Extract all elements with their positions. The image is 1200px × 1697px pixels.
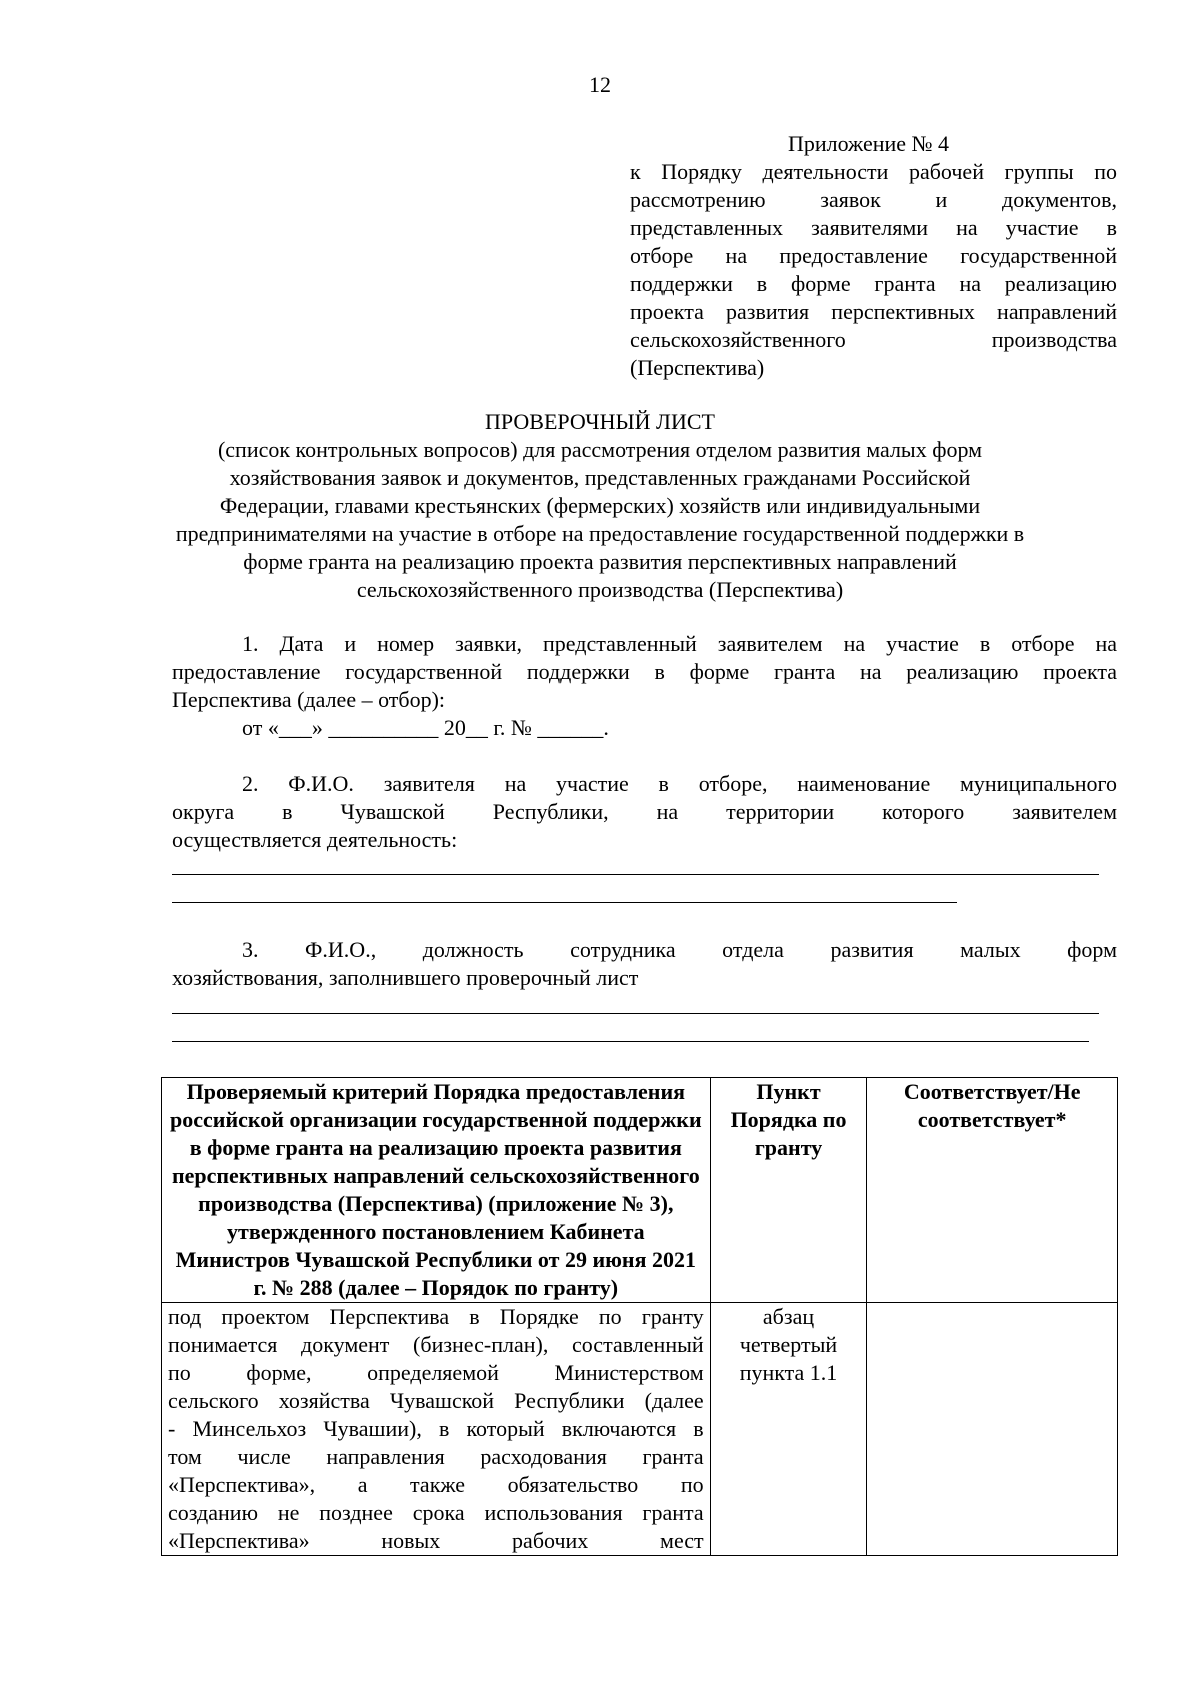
appendix-line: поддержки в форме гранта на реализацию (630, 271, 1117, 296)
criterion-line: понимается документ (бизнес-план), составленный (168, 1332, 704, 1357)
item-3-line: хозяйствования, заполнившего проверочный лист (172, 965, 639, 990)
criterion-line: том числе направления расходования гранта (168, 1444, 704, 1469)
criterion-line: «Перспектива», а также обязательство по (168, 1472, 704, 1497)
item-2-line: 2. Ф.И.О. заявителя на участие в отборе, наименование муниципального (242, 771, 1117, 796)
table-header-row (162, 1078, 1118, 1303)
appendix-line: к Порядку деятельности рабочей группы по (630, 159, 1117, 184)
item-1-line: 1. Дата и номер заявки, представленный заявителем на участие в отборе на (242, 631, 1117, 656)
subtitle-line: хозяйствования заявок и документов, представленных гражданами Российской (229, 465, 971, 490)
status-cell[interactable] (867, 1303, 1118, 1556)
item-3 (172, 936, 1117, 992)
appendix-line: представленных заявителями на участие в (630, 215, 1117, 240)
subtitle-line: форме гранта на реализацию проекта развития перспективных направлений (243, 549, 957, 574)
appendix-line: отборе на предоставление государственной (630, 243, 1117, 268)
item-1 (172, 630, 1117, 742)
criterion-line: под проектом Перспектива в Порядке по гранту (168, 1304, 704, 1329)
clause-cell: абзац четвертый пункта 1.1 (710, 1303, 867, 1556)
fill-line (172, 1041, 1089, 1042)
item-2-line: осуществляется деятельность: (172, 827, 458, 852)
fill-line (172, 874, 1099, 875)
appendix-line: проекта развития перспективных направлений (630, 299, 1117, 324)
item-3-line: 3. Ф.И.О., должность сотрудника отдела развития малых форм (242, 937, 1117, 962)
header-status: Соответствует/Не соответствует* (867, 1078, 1118, 1303)
page-number: 12 (589, 72, 611, 97)
item-1-line: Перспектива (далее – отбор): (172, 687, 446, 712)
subtitle-line: (список контрольных вопросов) для рассмотрения отделом развития малых форм (217, 437, 983, 462)
fill-line (172, 1013, 1099, 1014)
item-2-line: округа в Чувашской Республики, на территории которого заявителем (172, 799, 1117, 824)
item-1-line: предоставление государственной поддержки в форме гранта на реализацию проекта (172, 659, 1117, 684)
table-row (162, 1303, 1118, 1556)
header-clause: Пункт Порядка по гранту (710, 1078, 867, 1303)
criterion-cell (162, 1303, 711, 1556)
item-2 (172, 770, 1117, 854)
appendix-reference (630, 158, 1117, 382)
subtitle-line: сельскохозяйственного производства (Перспектива) (356, 577, 844, 602)
appendix-line: рассмотрению заявок и документов, (630, 187, 1117, 212)
appendix-title: Приложение № 4 (787, 131, 950, 156)
fill-line (172, 902, 957, 903)
criterion-line: сельского хозяйства Чувашской Республики (далее (168, 1388, 704, 1413)
appendix-line: (Перспектива) (630, 355, 765, 380)
document-subtitle (160, 436, 1040, 604)
document-title: ПРОВЕРОЧНЫЙ ЛИСТ (485, 409, 715, 434)
header-criterion: Проверяемый критерий Порядка предоставления российской организации государственной поддержки в форме гранта на реализацию проекта развития перспективных направлений сельскохозяйственного производства (Перспектива) (приложение № 3), утвержденного постановлением Кабинета Министров Чувашской Республики от 29 июня 2021 г. № 288 (далее – Порядок по гранту) (162, 1078, 711, 1303)
appendix-line: сельскохозяйственного производства (630, 327, 1117, 352)
criterion-line: - Минсельхоз Чувашии), в который включаются в (168, 1416, 704, 1441)
criterion-line: созданию не позднее срока использования гранта (168, 1500, 704, 1525)
item-1-date-line: от «___» __________ 20__ г. № ______. (242, 715, 609, 740)
subtitle-line: Федерации, главами крестьянских (фермерских) хозяйств или индивидуальными (219, 493, 981, 518)
criteria-table (161, 1077, 1118, 1556)
subtitle-line: предпринимателями на участие в отборе на предоставление государственной поддержки в (175, 521, 1025, 546)
criterion-line: «Перспектива» новых рабочих мест (168, 1528, 704, 1553)
criterion-line: по форме, определяемой Министерством (168, 1360, 704, 1385)
